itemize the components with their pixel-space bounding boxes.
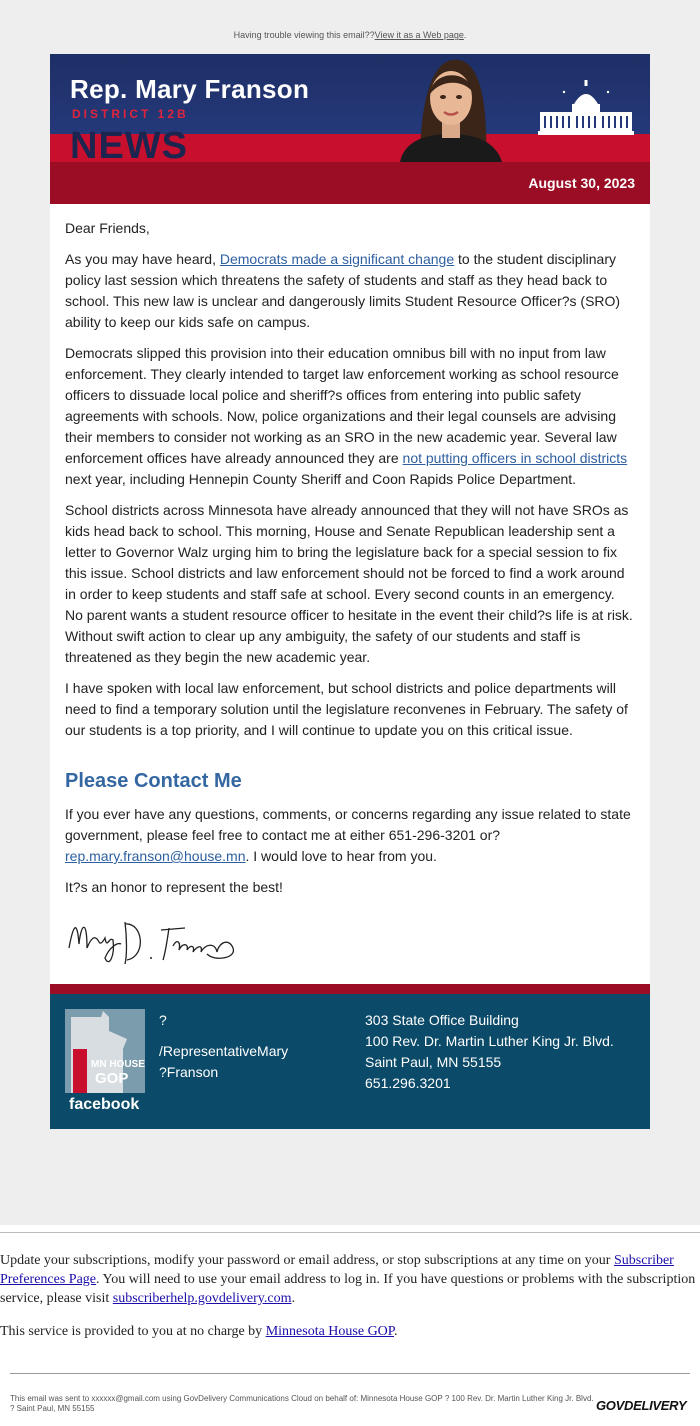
newsletter-date: August 30, 2023 — [528, 175, 635, 191]
signature-image — [65, 908, 245, 978]
service-paragraph: This service is provided to you at no charge by Minnesota House GOP. — [0, 1324, 398, 1339]
capitol-building-icon — [538, 80, 634, 136]
democrats-change-link[interactable]: Democrats made a significant change — [219, 251, 455, 267]
divider-rule — [0, 1232, 700, 1233]
closing-line: It?s an honor to represent the best! — [65, 879, 283, 895]
svg-text:GOP: GOP — [95, 1070, 129, 1087]
subscription-paragraph: Update your subscriptions, modify your password or email address, or stop subscriptions at any time on your Subscriber Preferences Page. You will need to use your email address to log in. If you have questions or problems with the subscription service, please visit subscriberhelp.govdelivery.com. — [0, 1253, 696, 1306]
address-line-1: 303 State Office Building — [365, 1012, 519, 1028]
district-label: DISTRICT 12B — [72, 107, 189, 121]
govdelivery-logo[interactable]: GOVDELIVERY — [596, 1398, 687, 1413]
office-phone: 651.296.3201 — [365, 1075, 451, 1091]
newsletter-footer — [50, 994, 650, 1129]
footer-divider — [50, 984, 650, 994]
not-putting-officers-link[interactable]: not putting officers in school districts — [402, 450, 628, 466]
contact-heading: Please Contact Me — [65, 770, 242, 792]
mn-house-gop-logo — [65, 1009, 145, 1093]
subscriber-preferences-link[interactable]: Subscriber Preferences Page — [0, 1253, 674, 1287]
contact-paragraph: If you ever have any questions, comments, or concerns regarding any issue related to state government, please feel free to contact me at either 651-296-3201 or? rep.mary.franson@house.mn. I would love to hear from you. — [65, 806, 631, 864]
paragraph-3: School districts across Minnesota have already announced that they will not have SROs as kids head back to school. This morning, House and Senate Republican leadership sent a letter to Governor Walz urging him to bring the legislature back for a special session to fix this issue. School districts and law enforcement should not be forced to find a work around in order to keep students and staff safe at school. Every second counts in an emergency. No parent wants a student resource officer to hesitate in the event their child?s life is at risk. Without swift action to clear up any ambiguity, the safety of our students and staff is threatened as they begin the new academic year. — [65, 502, 633, 665]
fineprint: This email was sent to xxxxxx@gmail.com using GovDelivery Communications Cloud on behalf of: Minnesota House GOP ? 100 Rev. Dr. Martin Luther King Jr. Blvd. ? Saint Paul, MN 55155 — [10, 1394, 594, 1413]
paragraph-2: Democrats slipped this provision into their education omnibus bill with no input from law enforcement. They clearly intended to target law enforcement working as school resource officers to dissuade local police and sheriff?s offices from entering into public safety agreements with schools. Now, police organizations and their legal counsels are advising their members to consider not working as an SRO in the new academic year. Several law enforcement offices have already announced they are not putting officers in school districts next year, including Hennepin County Sheriff and Coon Rapids Police Department. — [65, 345, 628, 487]
newsletter-card — [50, 54, 650, 1129]
svg-text:MN HOUSE: MN HOUSE — [91, 1059, 145, 1070]
address-line-2: 100 Rev. Dr. Martin Luther King Jr. Blvd. — [365, 1033, 614, 1049]
web-version-link[interactable]: View it as a Web page — [374, 30, 464, 40]
email-link[interactable]: rep.mary.franson@house.mn — [65, 848, 246, 864]
preheader-text: Having trouble viewing this email?? — [233, 30, 375, 40]
facebook-handle[interactable]: ? /RepresentativeMary ?Franson — [159, 1012, 289, 1080]
paragraph-1: As you may have heard, Democrats made a significant change to the student disciplinary policy last session which threatens the safety of students and staff as they head back to school. This new law is unclear and dangerously limits Student Resource Officer?s (SRO) ability to keep our kids safe on campus. — [65, 251, 621, 330]
facebook-wordmark: facebook — [69, 1096, 140, 1113]
office-address — [365, 1010, 614, 1094]
newsletter-body — [50, 204, 650, 986]
preheader: Having trouble viewing this email??View it as a Web page. — [233, 30, 467, 40]
news-wordmark: NEWS — [70, 125, 188, 167]
minnesota-house-gop-link[interactable]: Minnesota House GOP — [265, 1324, 395, 1339]
paragraph-4: I have spoken with local law enforcement, but school districts and police departments will need to find a temporary solution until the legislature reconvenes in February. The safety of our students is a top priority, and I will continue to update you on this critical issue. — [65, 680, 628, 738]
subscription-notice — [0, 1251, 700, 1355]
newsletter-header — [50, 54, 650, 204]
address-line-3: Saint Paul, MN 55155 — [365, 1054, 502, 1070]
greeting: Dear Friends, — [65, 220, 150, 236]
subscriber-help-link[interactable]: subscriberhelp.govdelivery.com — [112, 1291, 292, 1306]
representative-name: Rep. Mary Franson — [70, 74, 310, 104]
facebook-link-block[interactable] — [65, 1009, 145, 1117]
representative-portrait — [390, 54, 510, 162]
fineprint-rule — [10, 1373, 690, 1374]
